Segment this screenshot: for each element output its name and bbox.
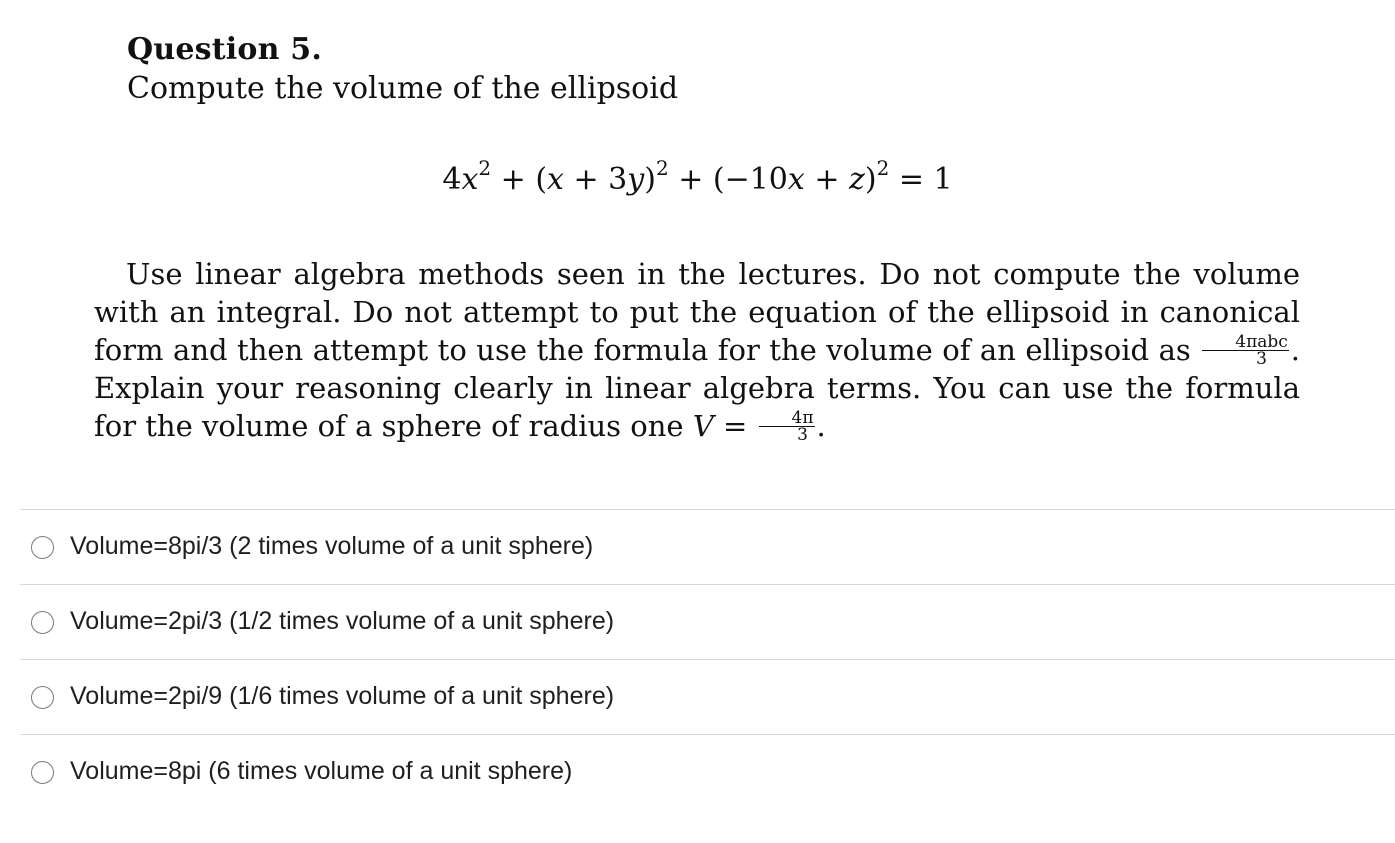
choice-row-2[interactable] — [20, 584, 1395, 659]
eq-var-z: z — [849, 162, 865, 197]
eq-close-1: ) — [644, 162, 656, 197]
choice-row-1[interactable] — [20, 509, 1395, 584]
question-instructions — [94, 255, 1300, 445]
fraction-numerator: 4πabc — [1202, 334, 1289, 351]
eq-var-x2: x — [547, 162, 564, 197]
fraction-denominator: 3 — [797, 424, 808, 445]
choice-row-4[interactable] — [20, 734, 1395, 809]
fraction-denominator: 3 — [1256, 348, 1267, 369]
eq-rhs: = 1 — [889, 162, 953, 197]
fraction-4pi-over-3 — [759, 407, 815, 445]
radio-button-2[interactable] — [31, 611, 54, 634]
question-title: Question 5. — [127, 32, 322, 67]
eq-exp-2: 2 — [655, 156, 669, 180]
radio-button-4[interactable] — [31, 761, 54, 784]
question-prompt: Compute the volume of the ellipsoid — [127, 71, 679, 106]
choice-label-4[interactable]: Volume=8pi (6 times volume of a unit sphere) — [70, 757, 573, 785]
eq-mid-1: + 3 — [563, 162, 628, 197]
choice-label-2[interactable]: Volume=2pi/3 (1/2 times volume of a unit sphere) — [70, 607, 615, 635]
ellipsoid-equation — [0, 156, 1395, 200]
instructions-part-1: Use linear algebra methods seen in the lectures. Do not compute the volume with an integral. Do not attempt to put the equation of the ellipsoid in canonical form and then attempt to use the formula for the volume of an ellipsoid as — [94, 257, 1300, 367]
eq-var-x: x — [461, 162, 479, 197]
instructions-part-3: . — [816, 409, 826, 443]
radio-button-1[interactable] — [31, 536, 54, 559]
fraction-4pi-abc-over-3 — [1202, 331, 1289, 369]
eq-exp-1: 2 — [478, 156, 492, 180]
eq-mid-2: + — [804, 162, 850, 197]
eq-exp-3: 2 — [876, 156, 890, 180]
choice-label-3[interactable]: Volume=2pi/9 (1/6 times volume of a unit sphere) — [70, 682, 615, 710]
eq-var-y: y — [627, 162, 645, 197]
equals-sign: = — [713, 409, 757, 443]
choice-label-1[interactable]: Volume=8pi/3 (2 times volume of a unit sphere) — [70, 532, 594, 560]
eq-plus-1: + ( — [491, 162, 548, 197]
eq-plus-2: + (−10 — [668, 162, 788, 197]
var-v: V — [692, 409, 714, 443]
instructions-part-2: . Explain your reasoning clearly in linear algebra terms. You can use the formula for the volume of a sphere of radius one — [94, 333, 1300, 443]
eq-coef-4: 4 — [442, 162, 462, 197]
radio-button-3[interactable] — [31, 686, 54, 709]
choice-row-3[interactable] — [20, 659, 1395, 734]
eq-var-x3: x — [787, 162, 805, 197]
answer-choices — [20, 509, 1395, 809]
eq-close-2: ) — [864, 162, 877, 197]
fraction-numerator: 4π — [759, 410, 815, 427]
